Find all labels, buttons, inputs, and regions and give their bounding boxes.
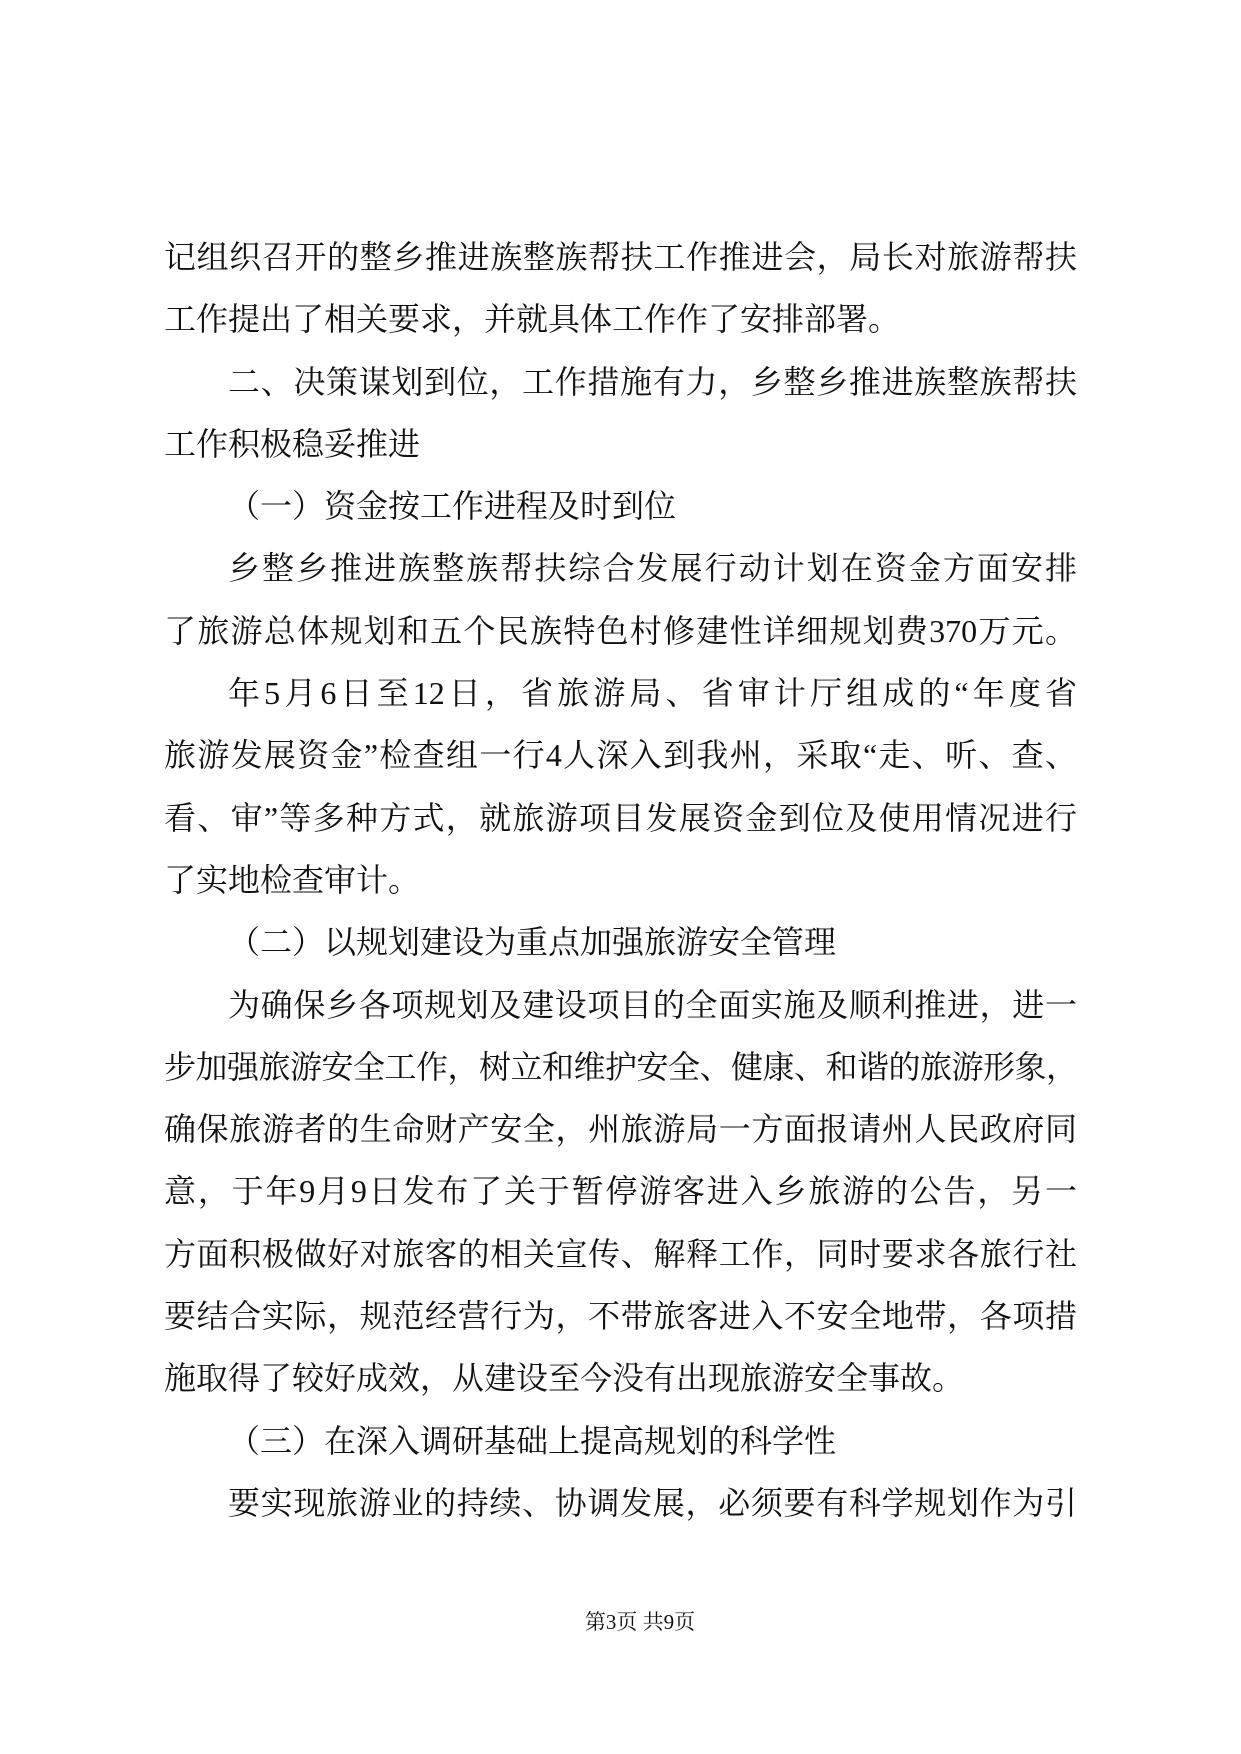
text-line: 记组织召开的整乡推进族整族帮扶工作推进会，局长对旅游帮扶 xyxy=(164,239,1077,275)
text-line: 乡整乡推进族整族帮扶综合发展行动计划在资金方面安排 xyxy=(228,550,1077,587)
text-line: 意，于年9月9日发布了关于暂停游客进入乡旅游的公告，另一 xyxy=(164,1173,1077,1210)
section-heading-continued: 工作积极稳妥推进 xyxy=(164,425,421,462)
text-line: 要实现旅游业的持续、协调发展，必须要有科学规划作为引 xyxy=(228,1484,1077,1521)
text-line: 旅游发展资金”检查组一行4人深入到我州，采取“走、听、查、 xyxy=(164,737,1077,774)
text-line: 了实地检查审计。 xyxy=(164,861,421,898)
text-line: 方面积极做好对旅客的相关宣传、解释工作，同时要求各旅行社 xyxy=(164,1235,1077,1272)
subsection-heading: （三）在深入调研基础上提高规划的科学性 xyxy=(228,1422,837,1459)
section-heading: 二、决策谋划到位，工作措施有力，乡整乡推进族整族帮扶 xyxy=(228,363,1077,400)
page-footer: 第3页 共9页 xyxy=(584,1610,696,1634)
text-line: 要结合实际，规范经营行为，不带旅客进入不安全地带，各项措 xyxy=(164,1298,1077,1335)
text-line: 步加强旅游安全工作，树立和维护安全、健康、和谐的旅游形象， xyxy=(164,1048,1077,1085)
text-line: 施取得了较好成效，从建设至今没有出现旅游安全事故。 xyxy=(164,1360,965,1397)
subsection-heading: （一）资金按工作进程及时到位 xyxy=(228,488,677,525)
text-line: 确保旅游者的生命财产安全，州旅游局一方面报请州人民政府同 xyxy=(164,1111,1077,1148)
text-line: 看、审”等多种方式，就旅游项目发展资金到位及使用情况进行 xyxy=(164,799,1077,836)
text-line: 为确保乡各项规划及建设项目的全面实施及顺利推进，进一 xyxy=(228,986,1077,1023)
subsection-heading: （二）以规划建设为重点加强旅游安全管理 xyxy=(228,924,837,961)
body-text xyxy=(164,226,1077,1534)
text-line: 工作提出了相关要求，并就具体工作作了安排部署。 xyxy=(164,301,901,338)
text-line: 年5月6日至12日，省旅游局、省审计厅组成的“年度省 xyxy=(228,675,1077,712)
text-line: 了旅游总体规划和五个民族特色村修建性详细规划费370万元。 xyxy=(164,612,1077,649)
